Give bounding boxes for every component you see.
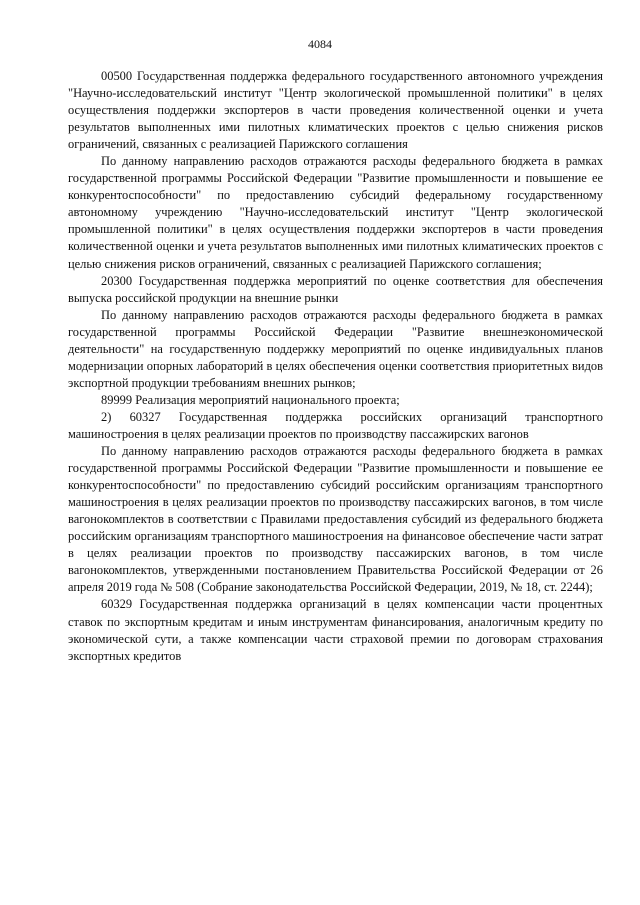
paragraph-20300-heading: 20300 Государственная поддержка мероприятий по оценке соответствия для обеспечения выпуска российской продукции на внешние рынки <box>68 273 603 305</box>
page-number: 4084 <box>308 37 332 51</box>
paragraph-00500-heading: 00500 Государственная поддержка федерального государственного автономного учреждения "Научно-исследовательский институт "Центр экологической промышленной политики" в целях осуществления поддержки экспортеров в части проведения количественной оценки и учета результатов выполненных ими пилотных климатических проектов с целью снижения рисков ограничений, связанных с реализацией Парижского соглашения <box>68 69 603 152</box>
paragraph-60329-heading: 60329 Государственная поддержка организаций в целях компенсации части процентных ставок по экспортным кредитам и иным инструментам финансирования, аналогичным кредиту по экономической сути, а также компенсации части страховой премии по договорам страхования экспортных кредитов <box>68 597 603 663</box>
paragraph-00500-description: По данному направлению расходов отражаются расходы федерального бюджета в рамках государственной программы Российской Федерации "Развитие промышленности и повышение ее конкурентоспособности" по предоставлению субсидий федеральному государственному автономному учреждению "Научно-исследовательский институт "Центр экологической промышленной политики" в целях осуществления поддержки экспортеров в части проведения количественной оценки и учета результатов выполненных ими пилотных климатических проектов с целью снижения рисков ограничений, связанных с реализацией Парижского соглашения; <box>68 154 603 271</box>
paragraph-60327-heading: 2) 60327 Государственная поддержка российских организаций транспортного машиностроения в целях реализации проектов по производству пассажирских вагонов <box>68 409 603 441</box>
paragraph-60327-description: По данному направлению расходов отражаются расходы федерального бюджета в рамках государственной программы Российской Федерации "Развитие промышленности и повышение ее конкурентоспособности" по предоставлению субсидий российским организациям транспортного машиностроения в целях реализации проектов по производству пассажирских вагонов, в том числе вагонокомплектов в соответствии с Правилами предоставления субсидий из федерального бюджета российским организациям транспортного машиностроения на финансовое обеспечение части затрат в целях реализации проектов по производству пассажирских вагонов, в том числе вагонокомплектов, утвержденными постановлением Правительства Российской Федерации от 26 апреля 2019 года № 508 (Собрание законодательства Российской Федерации, 2019, № 18, ст. 2244); <box>68 444 603 595</box>
paragraph-20300-description: По данному направлению расходов отражаются расходы федерального бюджета в рамках государственной программы Российской Федерации "Развитие внешнеэкономической деятельности" на государственную поддержку мероприятий по оценке индивидуальных планов модернизации опорных лабораторий в целях обеспечения оценки соответствия приоритетных видов экспортной продукции требованиям внешних рынков; <box>68 307 603 390</box>
document-body <box>68 68 603 665</box>
paragraph-89999: 89999 Реализация мероприятий национального проекта; <box>101 392 400 407</box>
